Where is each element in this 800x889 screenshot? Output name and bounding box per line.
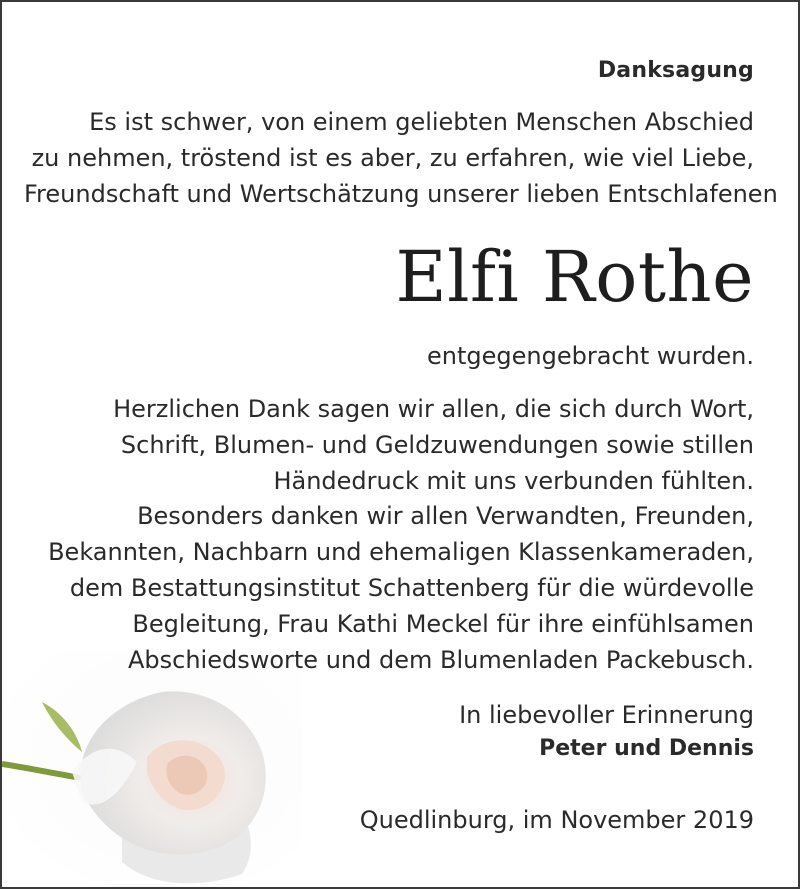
thanks-line: Händedruck mit uns verbunden fühlten.: [273, 466, 754, 495]
thanks-text: [14, 392, 754, 678]
thanks-line: Schrift, Blumen- und Geldzuwendungen sowie stillen: [120, 430, 754, 459]
thanks-line: Herzlichen Dank sagen wir allen, die sich durch Wort,: [113, 395, 754, 423]
intro-line: zu nehmen, tröstend ist es aber, zu erfahren, wie viel Liebe,: [31, 144, 754, 172]
white-rose-image: [2, 652, 302, 888]
place-date: Quedlinburg, im November 2019: [359, 806, 754, 834]
closing-phrase: In liebevoller Erinnerung: [459, 701, 754, 729]
intro-line: Freundschaft und Wertschätzung unserer lieben Entschlafenen: [24, 180, 778, 208]
intro-line: Es ist schwer, von einem geliebten Menschen Abschied: [89, 108, 754, 136]
after-name-text: entgegengebracht wurden.: [427, 342, 754, 370]
thanks-line: Bekannten, Nachbarn und ehemaligen Klassenkameraden,: [48, 538, 754, 567]
thanks-line: Begleitung, Frau Kathi Meckel für ihre einfühlsamen: [132, 609, 754, 638]
notice-heading: Danksagung: [597, 58, 754, 83]
signers: Peter und Dennis: [539, 736, 754, 761]
thanks-line: Abschiedsworte und dem Blumenladen Packebusch.: [127, 645, 754, 674]
intro-text: [24, 104, 778, 212]
thanks-line: Besonders danken wir allen Verwandten, Freunden,: [137, 502, 754, 531]
thanks-line: dem Bestattungsinstitut Schattenberg für die würdevolle: [69, 573, 754, 602]
deceased-name: Elfi Rothe: [395, 236, 754, 318]
